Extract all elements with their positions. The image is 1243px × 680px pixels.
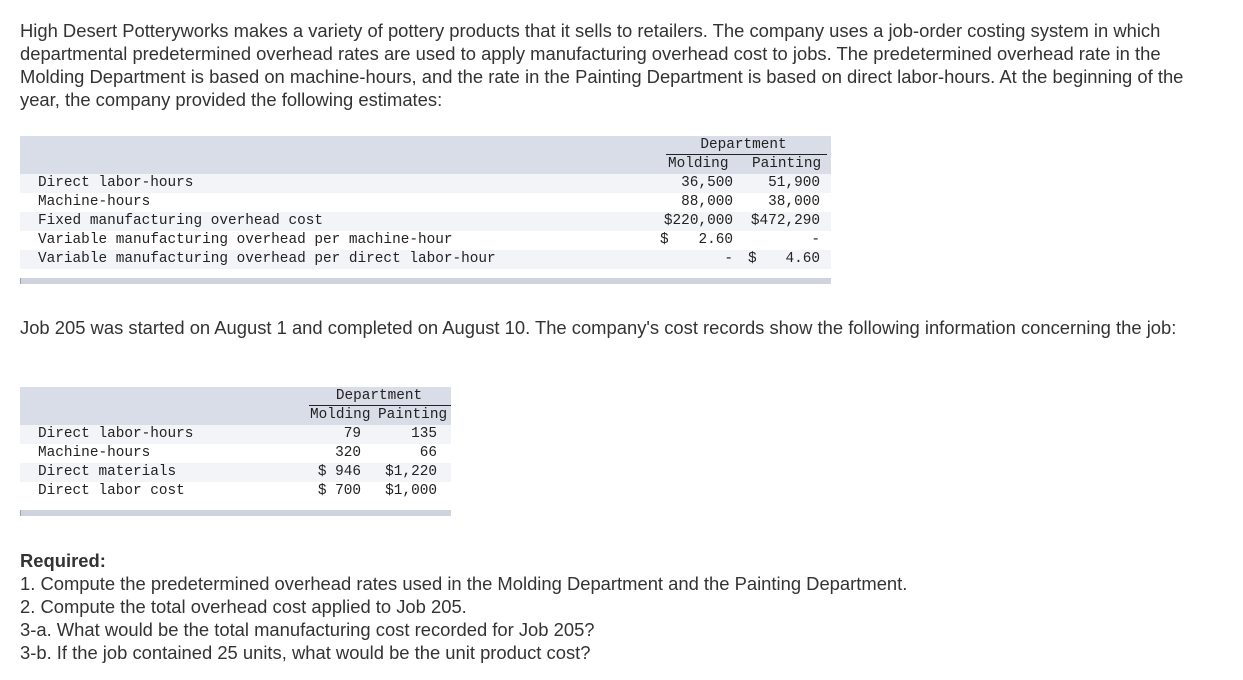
- molding-value: $220,000: [663, 213, 733, 229]
- required-item: 3-b. If the job contained 25 units, what would be the unit product cost?: [20, 642, 591, 663]
- required-item: 1. Compute the predetermined overhead rates used in the Molding Department and the Painting Department.: [20, 573, 908, 594]
- molding-value: 88,000: [681, 194, 733, 210]
- painting-value: $1,000: [385, 483, 437, 499]
- row-label: Direct materials: [38, 464, 177, 480]
- painting-value: 135: [411, 426, 437, 442]
- molding-value: 36,500: [681, 175, 733, 191]
- row-label: Machine-hours: [38, 445, 151, 461]
- molding-value: 2.60: [698, 232, 733, 248]
- required-section: [20, 549, 1120, 664]
- table-footer-bar: [20, 510, 451, 516]
- intro-paragraph: High Desert Potteryworks makes a variety of pottery products that it sells to retailers. The company uses a job-order costing system in which departmental predetermined overhead rates are used to apply manufacturing overhead cost to jobs. The predetermined overhead rate in the Molding Department is based on machine-hours, and the rate in the Painting Department is based on direct labor-hours. At the beginning of the year, the company provided the following estimates:: [20, 20, 1184, 110]
- job-table: [20, 387, 451, 517]
- painting-value: $472,290: [750, 213, 820, 229]
- required-heading: Required:: [20, 550, 106, 571]
- row-label: Fixed manufacturing overhead cost: [38, 213, 323, 229]
- molding-value: -: [724, 251, 733, 267]
- painting-value: 4.60: [785, 251, 820, 267]
- molding-value: 320: [335, 445, 361, 461]
- molding-value: $ 946: [317, 464, 361, 480]
- molding-value: $ 700: [317, 483, 361, 499]
- column-header-molding: Molding: [310, 407, 371, 423]
- row-label: Direct labor-hours: [38, 426, 194, 442]
- required-item: 2. Compute the total overhead cost applied to Job 205.: [20, 596, 467, 617]
- painting-value: 38,000: [768, 194, 820, 210]
- column-header-molding: Molding: [668, 156, 729, 172]
- painting-value: 51,900: [768, 175, 820, 191]
- painting-value: -: [811, 232, 820, 248]
- row-label: Direct labor-hours: [38, 175, 194, 191]
- painting-value: 66: [419, 445, 437, 461]
- job-paragraph: Job 205 was started on August 1 and completed on August 10. The company's cost records show the following information concerning the job:: [20, 317, 1177, 338]
- estimates-table: [20, 136, 831, 286]
- department-header: Department: [335, 388, 423, 404]
- column-header-painting: Painting: [378, 407, 448, 423]
- table-footer-bar: [20, 278, 831, 284]
- department-header: Department: [700, 137, 787, 153]
- row-label: Direct labor cost: [38, 483, 185, 499]
- row-label: Variable manufacturing overhead per direct labor-hour: [38, 251, 496, 267]
- row-label: Variable manufacturing overhead per machine-hour: [38, 232, 453, 248]
- molding-value: 79: [343, 426, 361, 442]
- required-item: 3-a. What would be the total manufacturing cost recorded for Job 205?: [20, 619, 595, 640]
- dollar-sign: $: [748, 251, 757, 267]
- dollar-sign: $: [660, 232, 669, 248]
- column-header-painting: Painting: [752, 156, 822, 172]
- painting-value: $1,220: [385, 464, 437, 480]
- row-label: Machine-hours: [38, 194, 151, 210]
